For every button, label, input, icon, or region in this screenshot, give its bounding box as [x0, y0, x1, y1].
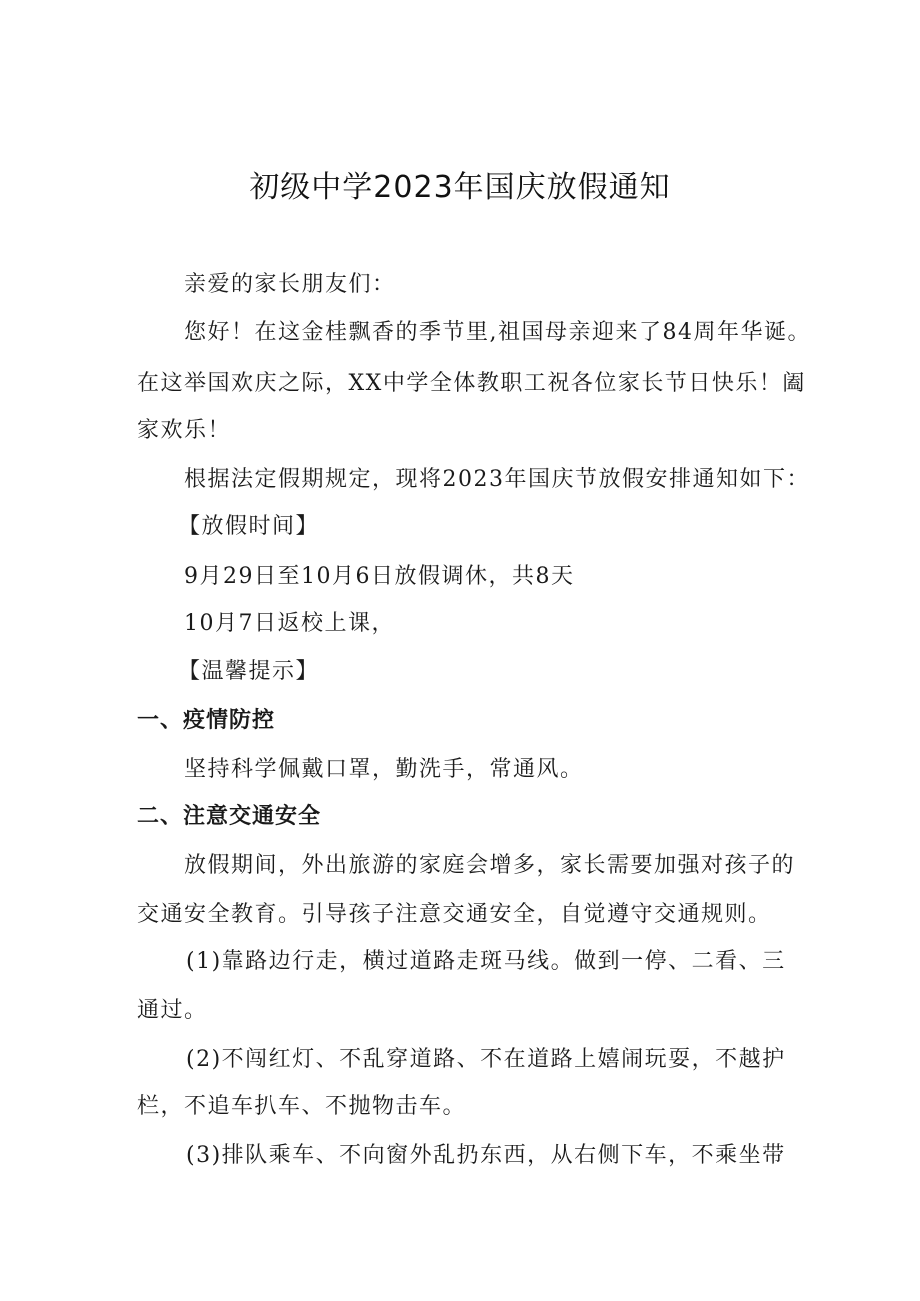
item-2-line-1: (2)不闯红灯、不乱穿道路、不在道路上嬉闹玩耍，不越护	[186, 1047, 786, 1072]
section-label-time: 【放假时间】	[178, 514, 320, 539]
greeting: 亲爱的家长朋友们：	[184, 272, 396, 297]
heading-traffic: 二、注意交通安全	[137, 804, 322, 829]
intro-line-2: 在这举国欢庆之际，XX中学全体教职工祝各位家长节日快乐！阖	[137, 371, 806, 396]
time-line-1: 9月29日至10月6日放假调休，共8天	[184, 564, 575, 589]
heading-epidemic: 一、疫情防控	[137, 708, 276, 733]
item-1-line-1: (1)靠路边行走，横过道路走斑马线。做到一停、二看、三	[186, 949, 786, 974]
traffic-line-2: 交通安全教育。引导孩子注意交通安全，自觉遵守交通规则。	[137, 902, 772, 927]
item-3-line-1: (3)排队乘车、不向窗外乱扔东西，从右侧下车，不乘坐带	[186, 1143, 786, 1168]
section-label-tips: 【温馨提示】	[178, 659, 320, 684]
intro-line-1: 您好！在这金桂飘香的季节里,祖国母亲迎来了84周年华诞。	[184, 320, 811, 345]
basis-paragraph: 根据法定假期规定，现将2023年国庆节放假安排通知如下：	[184, 467, 810, 492]
epidemic-text: 坚持科学佩戴口罩，勤洗手，常通风。	[184, 757, 584, 782]
item-2-line-2: 栏，不追车扒车、不抛物击车。	[137, 1094, 467, 1119]
time-line-2: 10月7日返校上课，	[184, 611, 395, 636]
traffic-line-1: 放假期间，外出旅游的家庭会增多，家长需要加强对孩子的	[184, 853, 796, 878]
intro-line-3: 家欢乐！	[137, 418, 232, 443]
document-title: 初级中学2023年国庆放假通知	[249, 170, 671, 205]
item-1-line-2: 通过。	[137, 998, 208, 1023]
